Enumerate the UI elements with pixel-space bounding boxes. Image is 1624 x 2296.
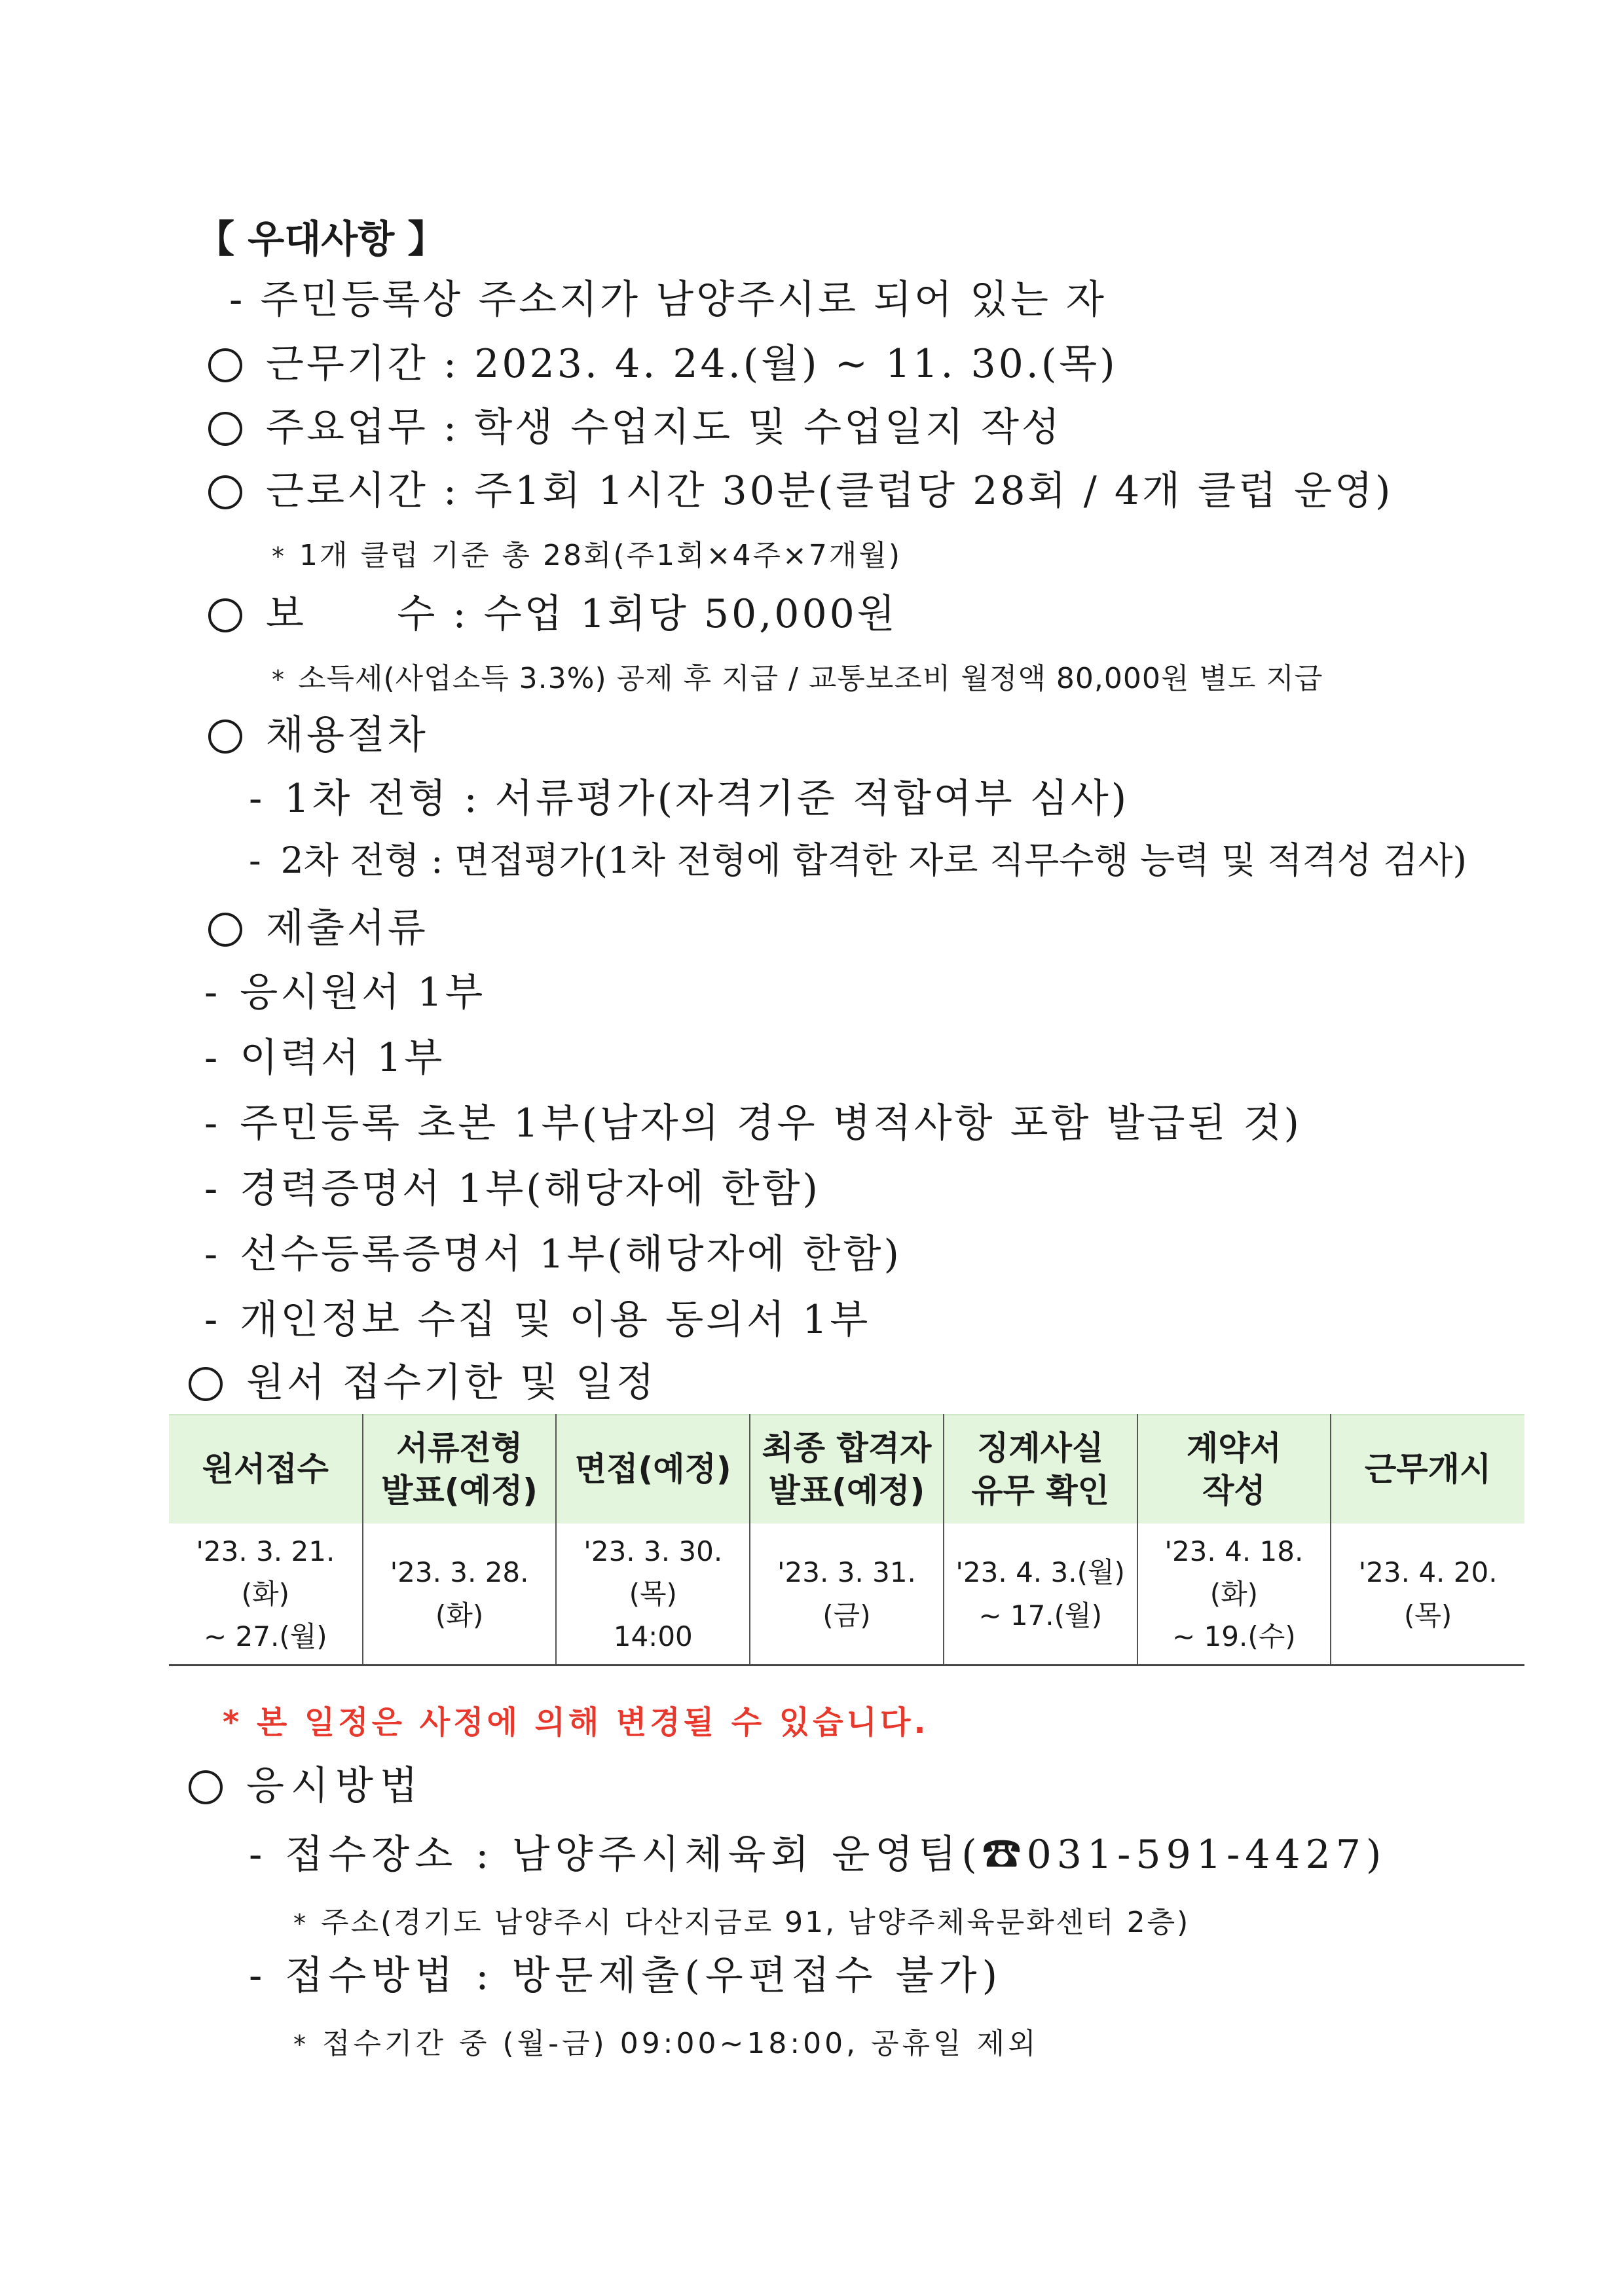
header-line: 최종 합격자 [762,1429,932,1467]
pay-item [208,583,898,639]
hiring-step-2-text: 2차 전형 : 면접평가(1차 전형에 합격한 자로 직무수행 능력 및 적격성 검사) [280,839,1467,881]
dash-mark: - [204,1101,221,1146]
apply-address [293,1899,1190,1941]
cell-line: '23. 4. 20.(목) [1358,1556,1498,1631]
work-hours-note [272,532,902,574]
hiring-step-1 [249,767,1129,824]
cell-line: '23. 3. 31.(금) [777,1556,916,1631]
header-start-work [1331,1415,1524,1523]
document-text: 개인정보 수집 및 이용 동의서 1부 [240,1297,871,1343]
header-line: 면접(예정) [574,1450,731,1488]
schedule-cell [944,1523,1137,1666]
document-item [204,1157,821,1214]
document-item [204,961,485,1017]
asterisk-mark: * [272,665,285,694]
header-line: 발표(예정) [381,1471,538,1510]
header-line: 작성 [1202,1471,1266,1510]
circle-bullet-icon [208,913,242,947]
schedule-cell [169,1523,363,1666]
schedule-header-row [169,1415,1524,1523]
document-item [204,1223,902,1279]
schedule-row [169,1523,1524,1666]
pay-note-text: 소득세(사업소득 3.3%) 공제 후 지급 / 교통보조비 월정액 80,000원 별도 지급 [298,662,1323,695]
apply-place: - 접수장소 : 남양주시체육회 운영팀(☎031-591-4427) [249,1832,1387,1878]
header-line: 계약서 [1186,1429,1282,1467]
hiring-title: 채용절차 [266,712,428,758]
header-line: 징계사실 [977,1429,1104,1467]
asterisk-mark: * [293,2030,309,2059]
schedule-cell [750,1523,944,1666]
circle-bullet-icon [208,720,242,754]
pay-text: 보 수 : 수업 1회당 50,000원 [266,591,898,637]
schedule-cell [1137,1523,1331,1666]
document-item [204,1027,445,1083]
header-disciplinary-check [944,1415,1137,1523]
work-period-item [208,333,1118,389]
document-text: 이력서 1부 [240,1035,445,1081]
header-line: 근무개시 [1365,1450,1492,1488]
document-text: 경력증명서 1부(해당자에 한함) [240,1166,821,1212]
circle-bullet-icon [208,412,242,446]
cell-line: '23. 4. 3.(월) [955,1556,1125,1589]
schedule-title-item [189,1351,657,1408]
apply-title: 응시방법 [246,1763,424,1809]
document-text: 응시원서 1부 [240,970,486,1015]
work-period-text: 근무기간 : 2023. 4. 24.(월) ~ 11. 30.(목) [266,341,1118,387]
dash-mark: - [204,1231,221,1277]
schedule-cell [363,1523,557,1666]
asterisk-mark: * [293,1909,308,1938]
dash-mark: - [204,1035,221,1081]
document-item [204,1092,1302,1148]
cell-line: '23. 4. 18.(화) [1164,1535,1304,1610]
circle-bullet-icon [208,475,242,509]
document-text: 선수등록증명서 1부(해당자에 한함) [240,1231,902,1277]
circle-bullet-icon [189,1770,223,1804]
schedule-cell [1331,1523,1524,1666]
hiring-step-1-text: 1차 전형 : 서류평가(자격기준 적합여부 심사) [284,776,1130,822]
hiring-title-item [208,704,428,760]
dash-mark: - [249,776,265,822]
apply-method: - 접수방법 : 방문제출(우편접수 불가) [249,1953,1003,1999]
cell-line: ~ 17.(월) [978,1599,1102,1631]
documents-title: 제출서류 [266,905,428,951]
work-hours-item [208,460,1393,516]
header-final-result [750,1415,944,1523]
apply-title-item [189,1755,424,1811]
cell-line: '23. 3. 21.(화) [196,1535,335,1610]
hiring-step-2 [249,831,1467,883]
cell-line: 14:00 [613,1620,693,1653]
apply-address-text: 주소(경기도 남양주시 다산지금로 91, 남양주체육문화센터 2층) [321,1906,1190,1939]
preference-item: - 주민등록상 주소지가 남양주시로 되어 있는 자 [229,277,1107,323]
schedule-title: 원서 접수기한 및 일정 [246,1360,657,1406]
header-contract [1137,1415,1331,1523]
main-duties-item [208,396,1062,452]
circle-bullet-icon [208,598,242,632]
dash-mark: - [249,839,261,881]
schedule-cell [556,1523,750,1666]
header-interview [556,1415,750,1523]
cell-line: ~ 27.(월) [204,1620,327,1653]
work-hours-note-text: 1개 클럽 기준 총 28회(주1회×4주×7개월) [299,539,902,572]
dash-mark: - [204,970,221,1015]
header-line: 원서접수 [202,1450,329,1488]
asterisk-mark: * [272,542,286,571]
cell-line: ~ 19.(수) [1172,1620,1296,1653]
header-line: 유무 확인 [971,1471,1109,1510]
documents-title-item [208,897,428,953]
pay-note [272,655,1323,697]
dash-mark: - [204,1297,221,1343]
header-line: 서류전형 [396,1429,523,1467]
document-item [204,1288,870,1345]
header-application [169,1415,363,1523]
dash-mark: - [204,1166,221,1212]
header-document-result [363,1415,557,1523]
work-hours-text: 근로시간 : 주1회 1시간 30분(클럽당 28회 / 4개 클럽 운영) [266,468,1393,514]
cell-line: '23. 3. 30.(목) [583,1535,723,1610]
document-text: 주민등록 초본 1부(남자의 경우 병적사항 포함 발급된 것) [240,1101,1302,1146]
circle-bullet-icon [208,348,242,382]
main-duties-text: 주요업무 : 학생 수업지도 및 수업일지 작성 [266,405,1062,450]
circle-bullet-icon [189,1367,223,1401]
apply-hours [293,2020,1039,2062]
schedule-warning: * 본 일정은 사정에 의해 변경될 수 있습니다. [223,1704,929,1741]
apply-hours-text: 접수기간 중 (월-금) 09:00~18:00, 공휴일 제외 [322,2027,1039,2060]
section-heading: 【 우대사항 】 [196,217,446,261]
header-line: 발표(예정) [768,1471,925,1510]
cell-line: '23. 3. 28.(화) [390,1556,529,1631]
schedule-table [169,1414,1524,1666]
